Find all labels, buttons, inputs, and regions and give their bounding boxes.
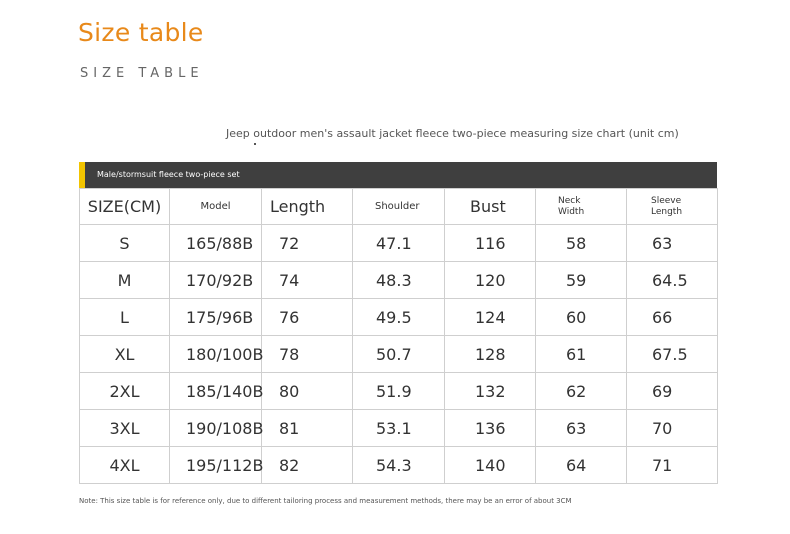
cell-sleeve-length: 70 <box>627 410 718 447</box>
cell-size: 3XL <box>80 410 170 447</box>
cell-length: 82 <box>262 447 353 484</box>
cell-shoulder: 50.7 <box>353 336 445 373</box>
cell-model: 185/140B <box>170 373 262 410</box>
cell-length: 72 <box>262 225 353 262</box>
cell-neck-width: 61 <box>536 336 627 373</box>
cell-sleeve-length: 69 <box>627 373 718 410</box>
cell-sleeve-length: 64.5 <box>627 262 718 299</box>
cell-shoulder: 53.1 <box>353 410 445 447</box>
cell-bust: 124 <box>445 299 536 336</box>
cell-model: 190/108B <box>170 410 262 447</box>
cell-sleeve-length: 66 <box>627 299 718 336</box>
cell-bust: 128 <box>445 336 536 373</box>
cell-length: 80 <box>262 373 353 410</box>
cell-sleeve-length: 63 <box>627 225 718 262</box>
table-header-row <box>80 189 718 225</box>
table-header-bar <box>79 162 717 188</box>
cell-bust: 136 <box>445 410 536 447</box>
column-header-sleeve-length: Sleeve Length <box>627 189 718 225</box>
cell-model: 170/92B <box>170 262 262 299</box>
table-body <box>80 225 718 484</box>
cell-size: M <box>80 262 170 299</box>
table-row <box>80 410 718 447</box>
column-header-size: SIZE(CM) <box>80 189 170 225</box>
cell-model: 175/96B <box>170 299 262 336</box>
table-row <box>80 225 718 262</box>
cell-neck-width: 64 <box>536 447 627 484</box>
decorative-dot <box>254 143 256 145</box>
header-accent-stripe <box>79 162 85 188</box>
cell-size: L <box>80 299 170 336</box>
page-title: Size table <box>78 18 204 47</box>
cell-sleeve-length: 67.5 <box>627 336 718 373</box>
cell-neck-width: 63 <box>536 410 627 447</box>
column-header-bust: Bust <box>445 189 536 225</box>
cell-model: 180/100B <box>170 336 262 373</box>
cell-size: 2XL <box>80 373 170 410</box>
size-table-container <box>79 162 717 484</box>
table-row <box>80 299 718 336</box>
cell-neck-width: 62 <box>536 373 627 410</box>
cell-length: 74 <box>262 262 353 299</box>
cell-model: 165/88B <box>170 225 262 262</box>
column-header-shoulder: Shoulder <box>353 189 445 225</box>
column-header-neck-width: Neck Width <box>536 189 627 225</box>
cell-bust: 140 <box>445 447 536 484</box>
cell-sleeve-length: 71 <box>627 447 718 484</box>
cell-bust: 132 <box>445 373 536 410</box>
cell-shoulder: 49.5 <box>353 299 445 336</box>
column-header-length: Length <box>262 189 353 225</box>
cell-size: XL <box>80 336 170 373</box>
cell-bust: 116 <box>445 225 536 262</box>
footer-note: Note: This size table is for reference only, due to different tailoring process and measurement methods, there may be an error of about 3CM <box>79 497 572 505</box>
table-row <box>80 336 718 373</box>
cell-size: 4XL <box>80 447 170 484</box>
column-header-model: Model <box>170 189 262 225</box>
cell-neck-width: 58 <box>536 225 627 262</box>
cell-shoulder: 51.9 <box>353 373 445 410</box>
cell-model: 195/112B <box>170 447 262 484</box>
cell-size: S <box>80 225 170 262</box>
table-caption: Jeep outdoor men's assault jacket fleece two-piece measuring size chart (unit cm) <box>226 127 679 140</box>
cell-length: 76 <box>262 299 353 336</box>
cell-length: 81 <box>262 410 353 447</box>
cell-shoulder: 48.3 <box>353 262 445 299</box>
table-row <box>80 373 718 410</box>
table-header-label: Male/stormsuit fleece two-piece set <box>97 170 240 179</box>
size-table <box>79 188 718 484</box>
cell-shoulder: 47.1 <box>353 225 445 262</box>
table-row <box>80 262 718 299</box>
cell-neck-width: 59 <box>536 262 627 299</box>
cell-bust: 120 <box>445 262 536 299</box>
table-row <box>80 447 718 484</box>
cell-neck-width: 60 <box>536 299 627 336</box>
cell-length: 78 <box>262 336 353 373</box>
page-subtitle: SIZE TABLE <box>80 66 204 81</box>
cell-shoulder: 54.3 <box>353 447 445 484</box>
